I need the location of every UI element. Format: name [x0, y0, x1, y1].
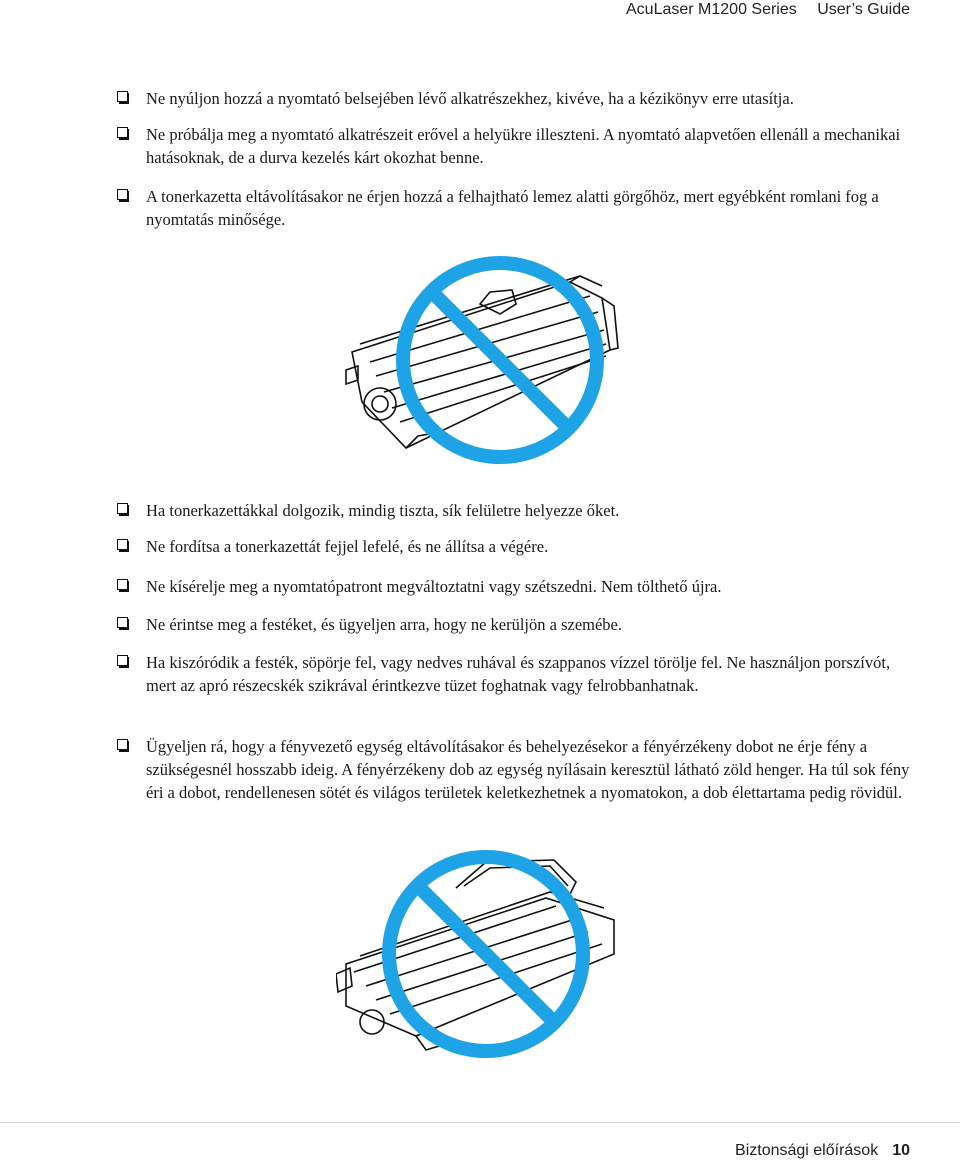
- prohibition-sign-icon: [389, 857, 583, 1051]
- checkbox-bullet-icon: [117, 579, 130, 592]
- list-item: [117, 123, 917, 169]
- page-footer: [735, 1142, 910, 1160]
- list-item: [117, 185, 917, 231]
- checkbox-bullet-icon: [117, 91, 130, 104]
- page-number: 10: [892, 1142, 910, 1159]
- list-item: [117, 535, 917, 558]
- section-title: Biztonsági előírások: [735, 1142, 879, 1159]
- checkbox-bullet-icon: [117, 503, 130, 516]
- list-item: [117, 651, 917, 697]
- checkbox-bullet-icon: [117, 539, 130, 552]
- list-item: [117, 575, 917, 598]
- list-item-text: A tonerkazetta eltávolításakor ne érjen hozzá a felhajtható lemez alatti görgőhöz, mert egyébként romlani fog a nyomtatás minősége.: [146, 187, 879, 229]
- list-item-text: Ha kiszóródik a festék, söpörje fel, vagy nedves ruhával és szappanos vízzel törölje fel. Ne használjon porszívót, mert az apró részecskék szikrával érintkezve tüzet foghatnak vagy felrobbanhatnak.: [146, 653, 891, 695]
- list-item-text: Ne kísérelje meg a nyomtatópatront megváltoztatni vagy szétszedni. Nem tölthető újra.: [146, 577, 722, 596]
- checkbox-bullet-icon: [117, 739, 130, 752]
- list-item-text: Ha tonerkazettákkal dolgozik, mindig tiszta, sík felületre helyezze őket.: [146, 501, 620, 520]
- list-item-text: Ne fordítsa a tonerkazettát fejjel lefelé, és ne állítsa a végére.: [146, 537, 549, 556]
- product-name: AcuLaser M1200 Series: [626, 1, 797, 18]
- footer-divider: [0, 1122, 960, 1123]
- photoconductor-unit-prohibited-figure: [336, 846, 626, 1066]
- list-item-text: Ne nyúljon hozzá a nyomtató belsejében lévő alkatrészekhez, kivéve, ha a kézikönyv erre utasítja.: [146, 89, 794, 108]
- list-item-text: Ügyeljen rá, hogy a fényvezető egység eltávolításakor és behelyezésekor a fényérzékeny dobot ne érje fény a szükségesnél hosszabb ideig. A fényérzékeny dob az egység nyílásain keresztül látható zöld henger. Ha túl sok fény éri a dobot, rendellenesen sötét és világos területek keletkezhetnek a nyomatokon, a dob élettartama pedig rövidül.: [146, 737, 910, 802]
- guide-title: User’s Guide: [817, 1, 910, 18]
- checkbox-bullet-icon: [117, 655, 130, 668]
- checkbox-bullet-icon: [117, 617, 130, 630]
- checkbox-bullet-icon: [117, 127, 130, 140]
- list-item: [117, 735, 917, 804]
- checkbox-bullet-icon: [117, 189, 130, 202]
- toner-cartridge-prohibited-figure: [340, 252, 630, 470]
- list-item: [117, 499, 917, 522]
- list-item: [117, 87, 917, 110]
- list-item: [117, 613, 917, 636]
- list-item-text: Ne érintse meg a festéket, és ügyeljen arra, hogy ne kerüljön a szemébe.: [146, 615, 623, 634]
- list-item-text: Ne próbálja meg a nyomtató alkatrészeit erővel a helyükre illeszteni. A nyomtató alapvetően ellenáll a mechanikai hatásoknak, de a durva kezelés kárt okozhat benne.: [146, 125, 901, 167]
- photoconductor-unit-drawing: [336, 860, 614, 1050]
- page-header: [610, 0, 910, 20]
